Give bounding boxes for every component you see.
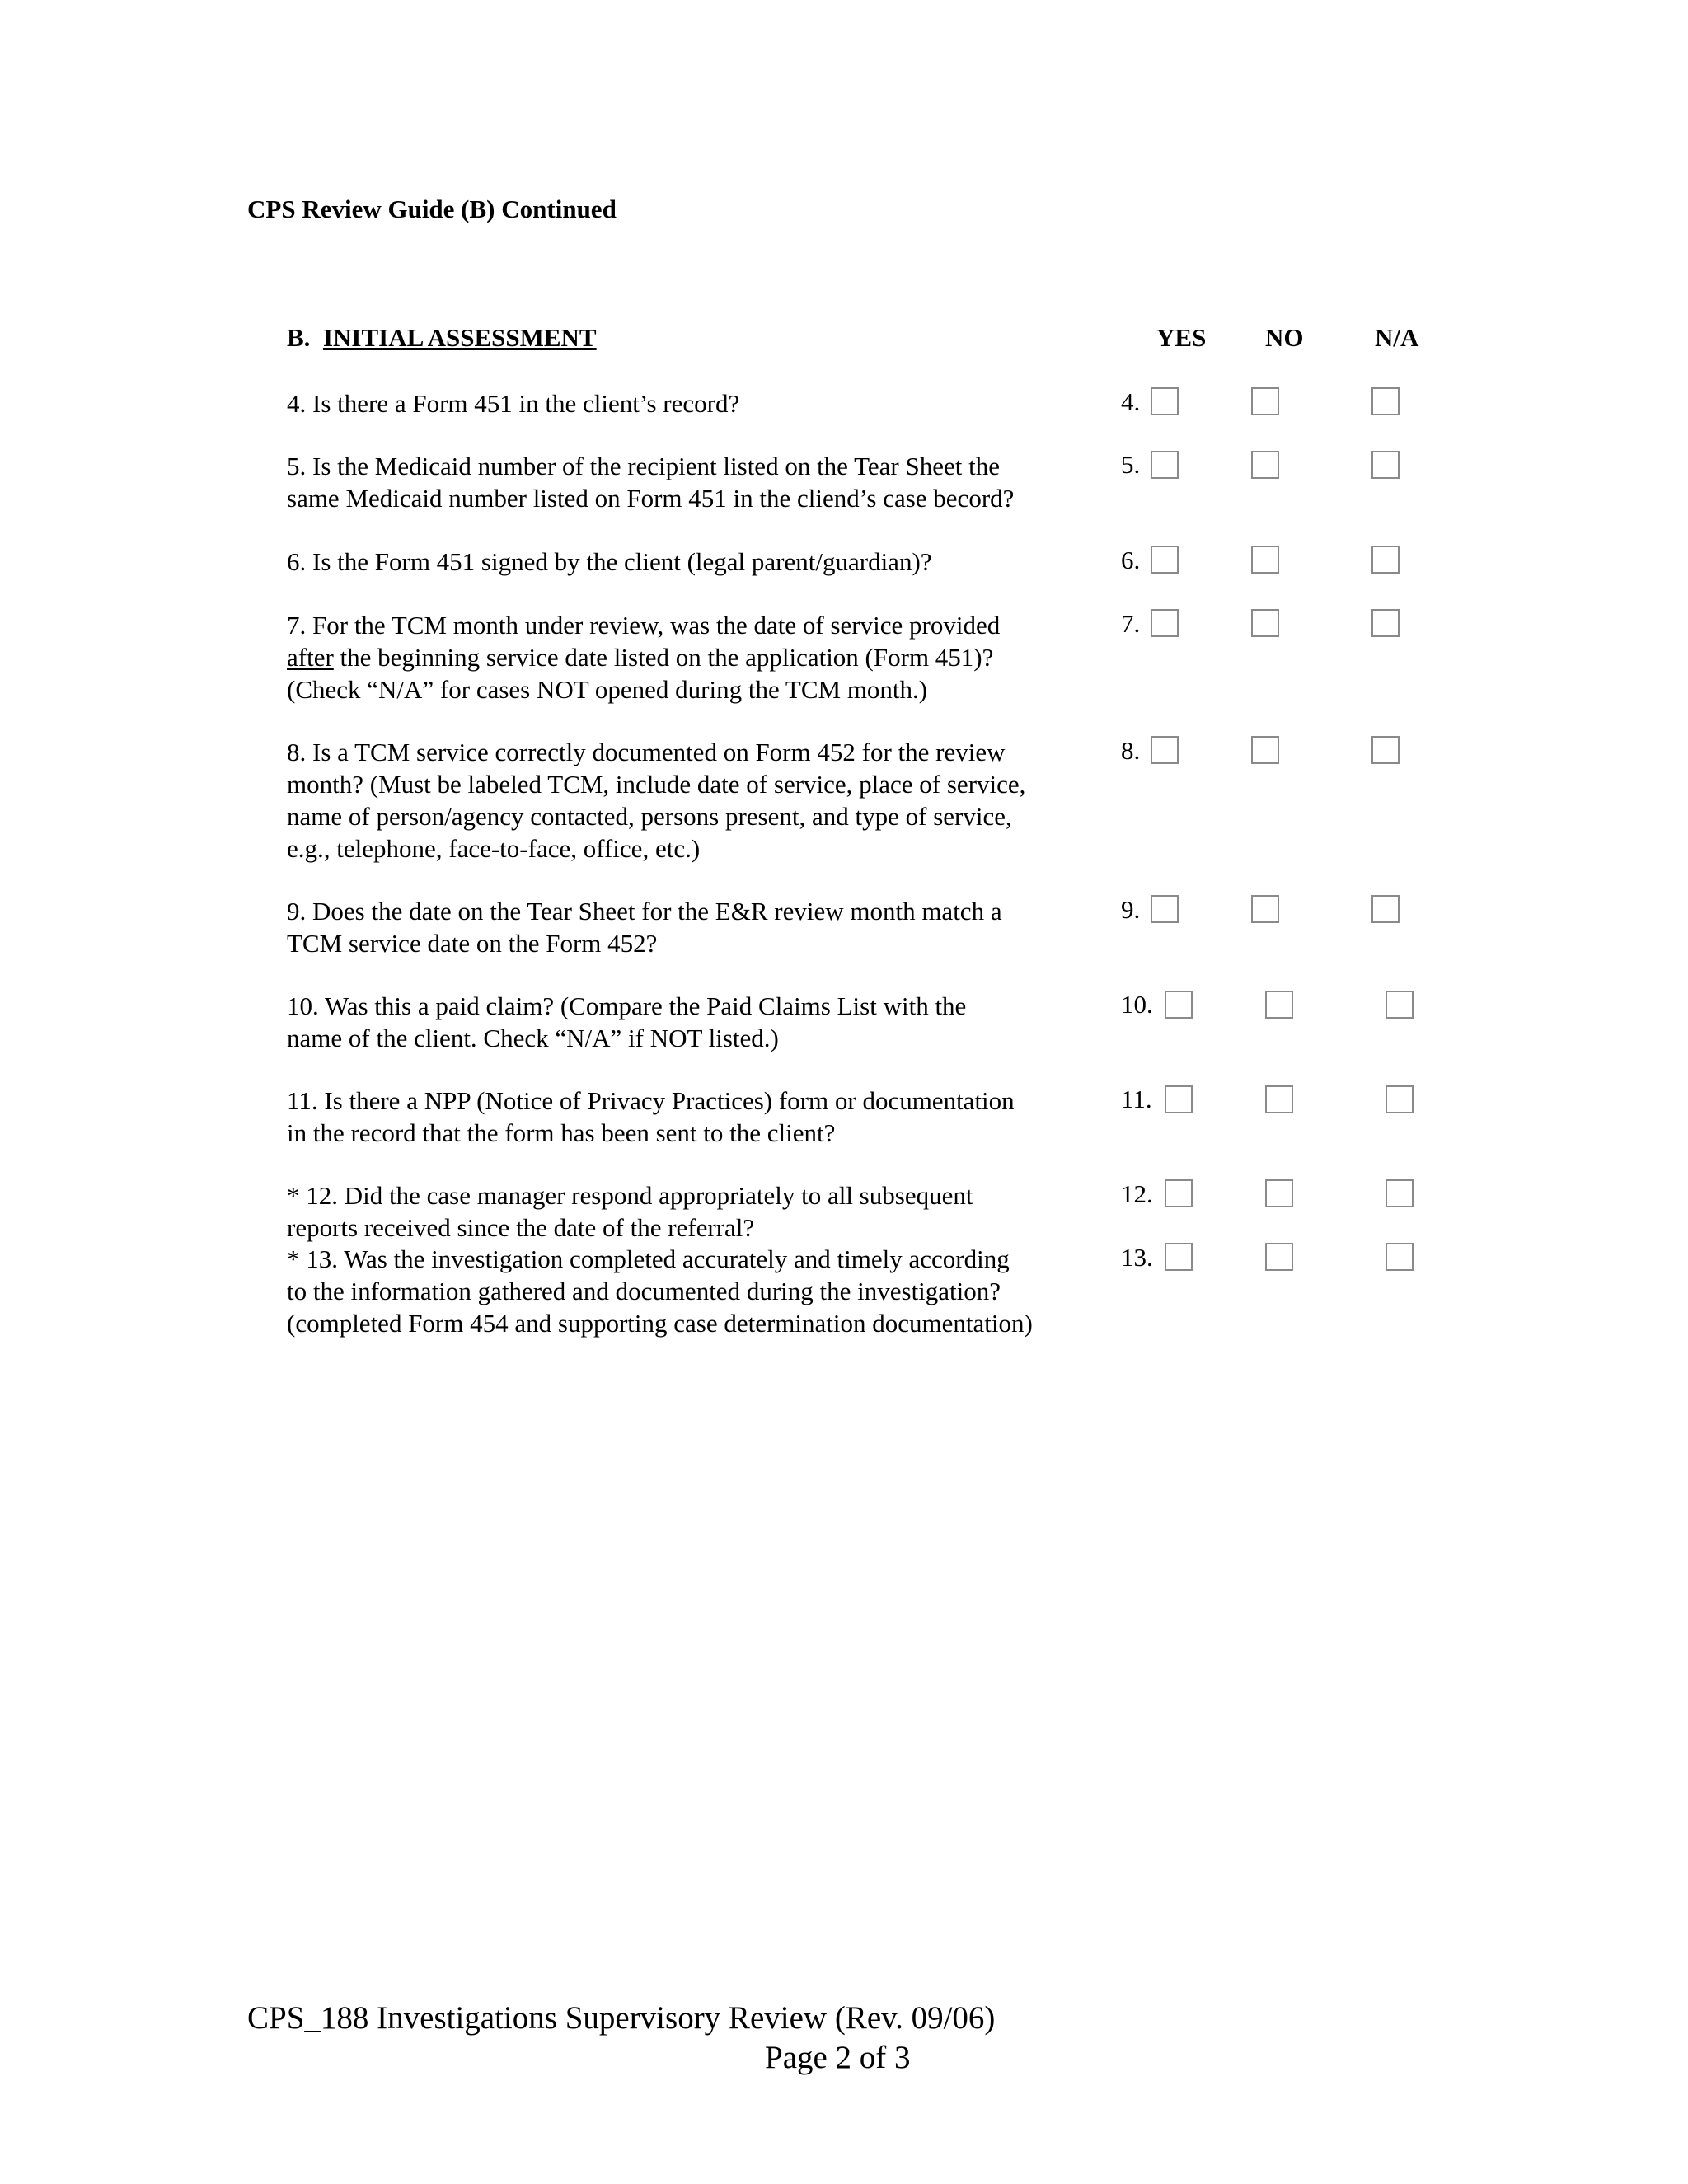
section-letter: B. xyxy=(287,323,311,352)
question-number: 10. xyxy=(1121,990,1153,1019)
na-checkbox[interactable] xyxy=(1372,546,1400,574)
question-number: 7. xyxy=(1121,609,1141,638)
question-line: TCM service date on the Form 452? xyxy=(287,929,658,958)
question-number: 5. xyxy=(1121,450,1141,479)
na-checkbox[interactable] xyxy=(1372,609,1400,637)
na-checkbox[interactable] xyxy=(1372,451,1400,479)
document-title: CPS Review Guide (B) Continued xyxy=(247,194,617,223)
question-line: reports received since the date of the referral? xyxy=(287,1213,755,1242)
question-9 xyxy=(287,895,1103,959)
na-checkbox[interactable] xyxy=(1372,736,1400,764)
question-line: 7. For the TCM month under review, was the date of service provided xyxy=(287,611,1001,640)
question-number: 13. xyxy=(1121,1243,1153,1272)
question-13 xyxy=(287,1243,1103,1339)
yes-checkbox[interactable] xyxy=(1151,736,1179,764)
yes-checkbox[interactable] xyxy=(1151,546,1179,574)
column-header-yes: YES xyxy=(1156,323,1207,352)
question-number: 4. xyxy=(1121,387,1141,416)
question-11 xyxy=(287,1085,1103,1149)
question-line: name of the client. Check “N/A” if NOT listed.) xyxy=(287,1024,779,1052)
question-line: 6. Is the Form 451 signed by the client (legal parent/guardian)? xyxy=(287,547,932,576)
na-checkbox[interactable] xyxy=(1386,1243,1414,1271)
question-8 xyxy=(287,736,1103,865)
yes-checkbox[interactable] xyxy=(1165,991,1193,1019)
no-checkbox[interactable] xyxy=(1251,609,1279,637)
no-checkbox[interactable] xyxy=(1251,895,1279,923)
section-name: INITIAL ASSESSMENT xyxy=(322,323,597,352)
yes-checkbox[interactable] xyxy=(1165,1085,1193,1113)
question-line: e.g., telephone, face-to-face, office, etc.) xyxy=(287,834,701,863)
footer-page-number: Page 2 of 3 xyxy=(765,2040,911,2075)
no-checkbox[interactable] xyxy=(1265,1179,1293,1207)
question-6 xyxy=(287,546,1103,578)
question-line: 10. Was this a paid claim? (Compare the Paid Claims List with the xyxy=(287,991,967,1020)
no-checkbox[interactable] xyxy=(1251,546,1279,574)
question-line: * 12. Did the case manager respond appropriately to all subsequent xyxy=(287,1181,973,1210)
yes-checkbox[interactable] xyxy=(1151,451,1179,479)
no-checkbox[interactable] xyxy=(1251,387,1279,415)
section-heading xyxy=(287,323,597,353)
na-checkbox[interactable] xyxy=(1386,991,1414,1019)
question-number: 12. xyxy=(1121,1179,1153,1208)
question-number: 9. xyxy=(1121,895,1141,924)
question-number: 8. xyxy=(1121,736,1141,765)
column-header-no: NO xyxy=(1265,323,1304,352)
question-line: 11. Is there a NPP (Notice of Privacy Practices) form or documentation xyxy=(287,1086,1015,1115)
question-line: 5. Is the Medicaid number of the recipient listed on the Tear Sheet the xyxy=(287,452,1000,480)
question-5 xyxy=(287,450,1103,514)
question-number: 11. xyxy=(1121,1085,1152,1113)
no-checkbox[interactable] xyxy=(1265,1243,1293,1271)
question-12 xyxy=(287,1179,1103,1244)
footer-form-id: CPS_188 Investigations Supervisory Review (Rev. 09/06) xyxy=(247,2000,996,2036)
question-line: after the beginning service date listed on the application (Form 451)? xyxy=(287,643,994,672)
na-checkbox[interactable] xyxy=(1386,1085,1414,1113)
yes-checkbox[interactable] xyxy=(1151,895,1179,923)
question-line: (completed Form 454 and supporting case determination documentation) xyxy=(287,1309,1033,1338)
underlined-word: after xyxy=(287,643,334,672)
no-checkbox[interactable] xyxy=(1251,736,1279,764)
question-line: 4. Is there a Form 451 in the client’s record? xyxy=(287,389,740,418)
yes-checkbox[interactable] xyxy=(1165,1179,1193,1207)
question-line: 9. Does the date on the Tear Sheet for the E&R review month match a xyxy=(287,897,1002,926)
na-checkbox[interactable] xyxy=(1386,1179,1414,1207)
question-4 xyxy=(287,387,1103,419)
question-line: 8. Is a TCM service correctly documented on Form 452 for the review xyxy=(287,738,1006,766)
yes-checkbox[interactable] xyxy=(1151,609,1179,637)
question-line: to the information gathered and documented during the investigation? xyxy=(287,1277,1001,1305)
question-line: name of person/agency contacted, persons present, and type of service, xyxy=(287,802,1012,831)
question-10 xyxy=(287,990,1103,1054)
yes-checkbox[interactable] xyxy=(1151,387,1179,415)
question-line: (Check “N/A” for cases NOT opened during the TCM month.) xyxy=(287,675,928,704)
no-checkbox[interactable] xyxy=(1265,991,1293,1019)
no-checkbox[interactable] xyxy=(1265,1085,1293,1113)
question-line: in the record that the form has been sent to the client? xyxy=(287,1118,836,1147)
question-line: * 13. Was the investigation completed accurately and timely according xyxy=(287,1244,1010,1273)
na-checkbox[interactable] xyxy=(1372,895,1400,923)
yes-checkbox[interactable] xyxy=(1165,1243,1193,1271)
question-line: same Medicaid number listed on Form 451 in the cliend’s case becord? xyxy=(287,484,1015,513)
no-checkbox[interactable] xyxy=(1251,451,1279,479)
column-header-na: N/A xyxy=(1375,323,1419,352)
na-checkbox[interactable] xyxy=(1372,387,1400,415)
question-number: 6. xyxy=(1121,546,1141,574)
question-7 xyxy=(287,609,1103,705)
question-line: month? (Must be labeled TCM, include date of service, place of service, xyxy=(287,770,1026,799)
